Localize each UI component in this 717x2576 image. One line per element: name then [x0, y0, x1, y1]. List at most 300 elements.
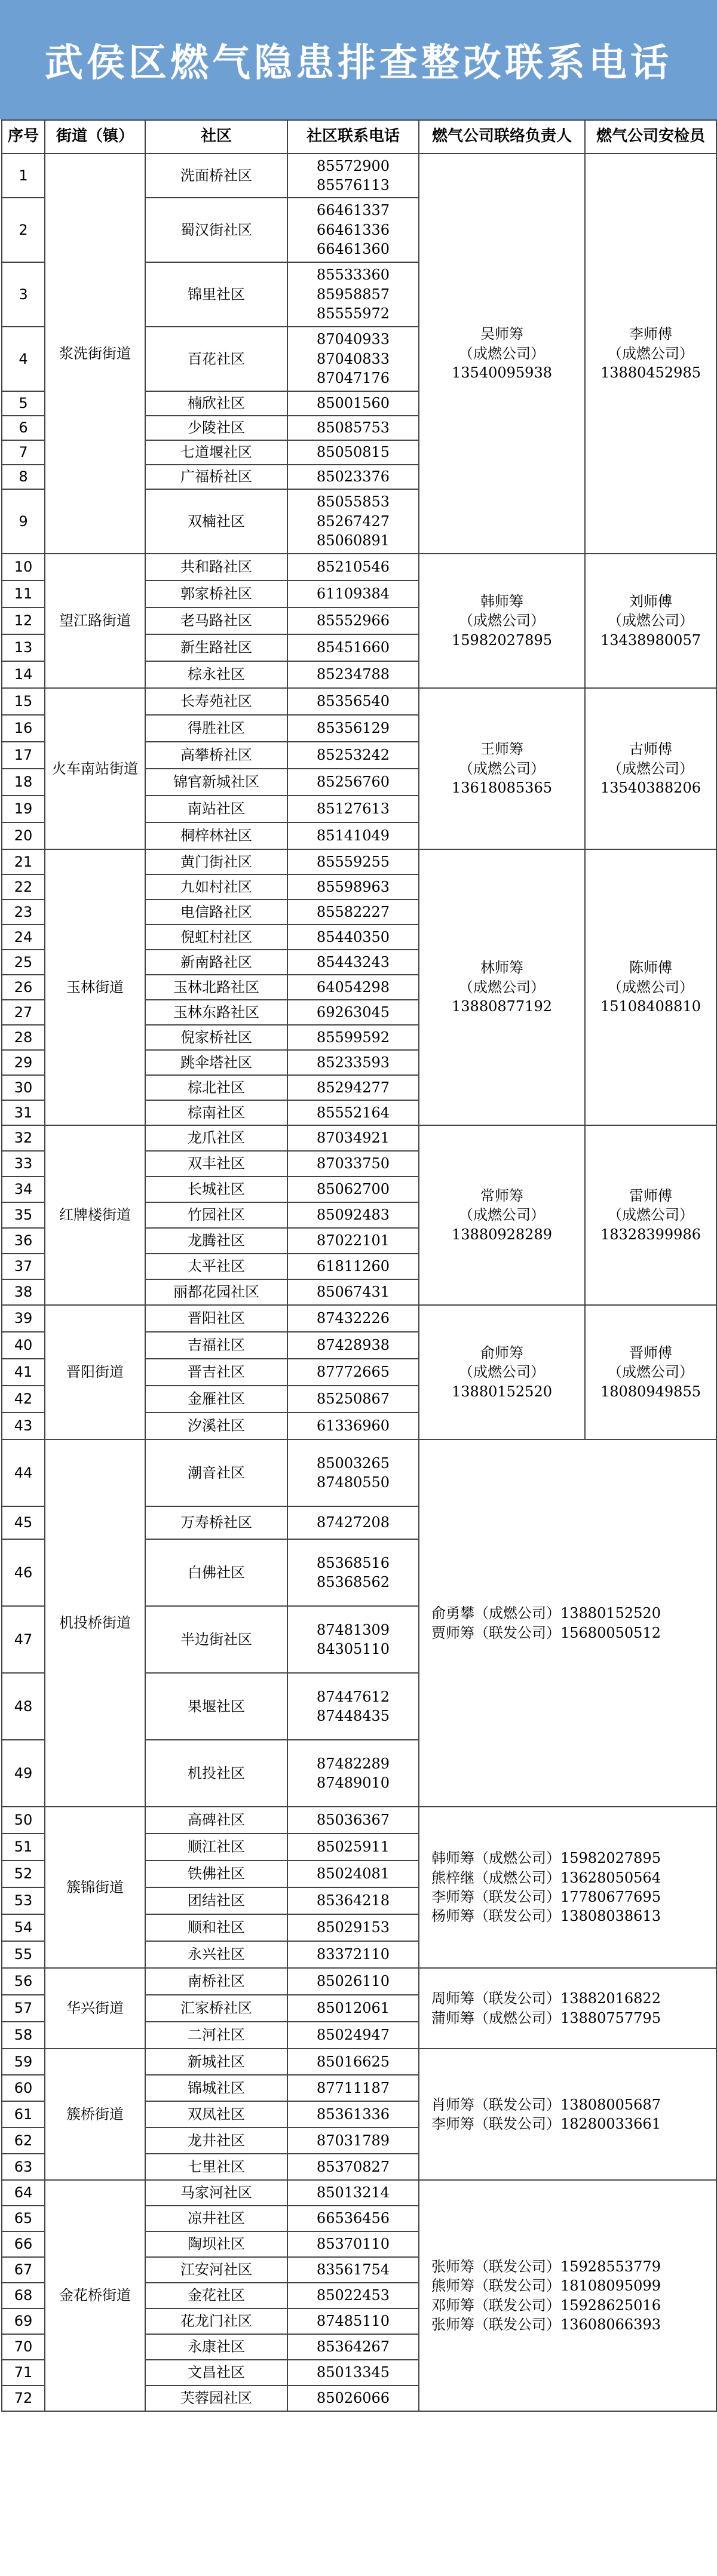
community-phone [287, 1606, 419, 1673]
community-phone [287, 1413, 419, 1439]
liaison-line: 13618085365 [452, 779, 552, 797]
phone-number: 85026066 [316, 2390, 390, 2407]
row-index: 30 [2, 1075, 45, 1100]
community-phone [287, 1177, 419, 1202]
liaison-line: 13880928289 [452, 1226, 552, 1243]
community-phone [287, 849, 419, 874]
phone-number: 87448435 [316, 1708, 390, 1724]
liaison-line: 张师筹（联发公司）13608066393 [431, 2316, 661, 2333]
liaison-line: 杨师筹（联发公司）13808038613 [431, 1908, 661, 1925]
community-phone [287, 2154, 419, 2180]
row-index: 21 [2, 849, 45, 874]
liaison-line: 蒲师筹（成燃公司）13880757795 [431, 2009, 661, 2027]
phone-number: 85555972 [316, 305, 390, 323]
row-index: 13 [2, 634, 45, 661]
community-name: 龙井社区 [145, 2127, 287, 2154]
phone-number: 87432226 [316, 1310, 390, 1327]
phone-number: 85026110 [316, 1973, 390, 1990]
community-name: 双楠社区 [145, 489, 287, 554]
liaison-line: 熊梓继（成燃公司）13628050564 [431, 1869, 661, 1886]
community-phone [287, 262, 419, 327]
row-index: 15 [2, 688, 45, 715]
community-name: 顺和社区 [145, 1914, 287, 1941]
liaison-line: 13880152520 [452, 1383, 552, 1400]
phone-number: 85127613 [316, 800, 390, 818]
community-phone [287, 2049, 419, 2075]
inspector-line: 18080949855 [600, 1383, 701, 1400]
phone-number: 85440350 [316, 928, 390, 945]
phone-number: 84305110 [316, 1641, 390, 1657]
row-index: 9 [2, 489, 45, 554]
header-community: 社区 [145, 120, 287, 153]
inspector-line: 雷师傅 [629, 1187, 672, 1204]
phone-number: 61109384 [316, 585, 390, 603]
inspector-contact [585, 554, 716, 688]
table-row [2, 2180, 716, 2206]
community-name: 半边街社区 [145, 1606, 287, 1673]
phone-number: 85958857 [316, 285, 390, 303]
liaison-line: 韩师筹 [480, 592, 523, 610]
community-phone [287, 1025, 419, 1050]
community-phone [287, 2101, 419, 2127]
row-index: 45 [2, 1506, 45, 1539]
phone-number: 85599592 [316, 1028, 390, 1046]
community-phone [287, 1386, 419, 1413]
phone-number: 85256760 [316, 773, 390, 791]
liaison-contact [419, 849, 585, 1125]
row-index: 8 [2, 465, 45, 489]
row-index: 10 [2, 554, 45, 581]
community-phone [287, 1254, 419, 1279]
phone-number: 85572900 [316, 157, 390, 174]
liaison-line: 王师筹 [480, 741, 523, 758]
row-index: 17 [2, 742, 45, 769]
community-phone [287, 391, 419, 416]
community-phone [287, 1673, 419, 1740]
row-index: 70 [2, 2334, 45, 2360]
street-name: 华兴街道 [45, 1968, 145, 2049]
row-index: 14 [2, 661, 45, 688]
phone-number: 85443243 [316, 953, 390, 971]
inspector-contact [585, 849, 716, 1125]
phone-number: 85067431 [316, 1284, 390, 1301]
row-index: 28 [2, 1025, 45, 1050]
phone-number: 85370110 [316, 2236, 390, 2253]
community-phone [287, 1740, 419, 1807]
community-phone [287, 1050, 419, 1075]
community-name: 白佛社区 [145, 1539, 287, 1606]
phone-number: 85029153 [316, 1919, 390, 1936]
community-name: 潮音社区 [145, 1439, 287, 1506]
inspector-line: （成燃公司） [608, 345, 694, 362]
community-name: 金花社区 [145, 2283, 287, 2308]
phone-number: 85250867 [316, 1390, 390, 1408]
community-phone [287, 581, 419, 607]
liaison-line: 邓师筹（联发公司）15928625016 [431, 2296, 661, 2314]
inspector-line: 李师傅 [629, 326, 672, 343]
phone-number: 85062700 [316, 1181, 390, 1198]
row-index: 41 [2, 1359, 45, 1386]
community-phone [287, 1305, 419, 1332]
row-index: 39 [2, 1305, 45, 1332]
row-index: 7 [2, 440, 45, 465]
community-name: 桐梓林社区 [145, 822, 287, 849]
phone-number: 87489010 [316, 1774, 390, 1791]
phone-number: 66536456 [316, 2210, 390, 2227]
community-name: 永康社区 [145, 2334, 287, 2360]
liaison-contact [419, 2180, 716, 2411]
row-index: 31 [2, 1100, 45, 1125]
street-name: 簇桥街道 [45, 2049, 145, 2180]
community-phone [287, 2180, 419, 2206]
row-index: 62 [2, 2127, 45, 2154]
community-name: 锦官新城社区 [145, 769, 287, 796]
liaison-line: 吴师筹 [480, 326, 523, 343]
community-phone [287, 2206, 419, 2231]
community-phone [287, 950, 419, 975]
community-name: 玉林北路社区 [145, 975, 287, 1000]
community-name: 永兴社区 [145, 1941, 287, 1968]
row-index: 4 [2, 327, 45, 391]
liaison-line: （成燃公司） [459, 1206, 545, 1224]
community-name: 新南路社区 [145, 950, 287, 975]
community-name: 棕南社区 [145, 1100, 287, 1125]
row-index: 40 [2, 1332, 45, 1359]
liaison-line: 贾师筹（联发公司）15680050512 [431, 1624, 661, 1641]
row-index: 19 [2, 796, 45, 822]
community-phone [287, 554, 419, 581]
page-title: 武侯区燃气隐患排查整改联系电话 [0, 0, 717, 119]
inspector-line: （成燃公司） [608, 612, 694, 630]
phone-number: 87022101 [316, 1232, 390, 1249]
row-index: 29 [2, 1050, 45, 1075]
community-name: 高碑社区 [145, 1807, 287, 1834]
phone-number: 87480550 [316, 1474, 390, 1491]
community-name: 老马路社区 [145, 607, 287, 634]
phone-number: 85552164 [316, 1104, 390, 1121]
community-name: 锦里社区 [145, 262, 287, 327]
community-phone [287, 2308, 419, 2334]
street-name: 玉林街道 [45, 849, 145, 1125]
phone-number: 87040833 [316, 350, 390, 367]
phone-number: 85210546 [316, 558, 390, 576]
street-name: 晋阳街道 [45, 1305, 145, 1439]
street-name: 金花桥街道 [45, 2180, 145, 2411]
inspector-contact [585, 688, 716, 849]
phone-number: 85003265 [316, 1454, 390, 1472]
community-phone [287, 1151, 419, 1177]
phone-number: 85013214 [316, 2184, 390, 2202]
row-index: 65 [2, 2206, 45, 2231]
liaison-line: 熊师筹（联发公司）18108095099 [431, 2277, 661, 2295]
community-phone [287, 2231, 419, 2257]
table-row [2, 688, 716, 715]
street-name: 望江路街道 [45, 554, 145, 688]
phone-number: 85233593 [316, 1054, 390, 1071]
community-phone [287, 634, 419, 661]
table-row [2, 1968, 716, 1995]
street-name: 浆洗街街道 [45, 153, 145, 554]
row-index: 56 [2, 1968, 45, 1995]
liaison-line: （成燃公司） [459, 1364, 545, 1381]
row-index: 34 [2, 1177, 45, 1202]
community-name: 得胜社区 [145, 715, 287, 742]
community-phone [287, 2360, 419, 2385]
inspector-line: 13540388206 [600, 779, 701, 797]
community-phone [287, 1279, 419, 1305]
phone-number: 85022453 [316, 2287, 390, 2304]
inspector-line: 15108408810 [600, 998, 701, 1015]
community-name: 马家河社区 [145, 2180, 287, 2206]
phone-number: 87772665 [316, 1364, 390, 1381]
inspector-line: 古师傅 [629, 741, 672, 758]
phone-number: 61336960 [316, 1417, 390, 1435]
table-row [2, 1807, 716, 1834]
community-phone [287, 661, 419, 688]
table-body [2, 153, 716, 2411]
row-index: 26 [2, 975, 45, 1000]
phone-number: 87485110 [316, 2313, 390, 2330]
row-index: 60 [2, 2075, 45, 2101]
community-name: 晋吉社区 [145, 1359, 287, 1386]
row-index: 2 [2, 198, 45, 262]
table-row [2, 153, 716, 198]
community-phone [287, 925, 419, 950]
phone-number: 85050815 [316, 444, 390, 461]
row-index: 58 [2, 2022, 45, 2049]
row-index: 68 [2, 2283, 45, 2308]
community-phone [287, 1914, 419, 1941]
row-index: 67 [2, 2257, 45, 2283]
phone-number: 85141049 [316, 827, 390, 845]
liaison-line: （成燃公司） [459, 345, 545, 362]
liaison-line: 李师筹（联发公司）17780677695 [431, 1889, 661, 1905]
phone-number: 85024081 [316, 1865, 390, 1883]
liaison-line: 13880877192 [452, 998, 552, 1015]
community-phone [287, 796, 419, 822]
row-index: 53 [2, 1887, 45, 1914]
community-name: 黄门街社区 [145, 849, 287, 874]
community-phone [287, 742, 419, 769]
community-phone [287, 153, 419, 198]
phone-number: 85023376 [316, 468, 390, 486]
phone-number: 85582227 [316, 903, 390, 920]
row-index: 50 [2, 1807, 45, 1834]
row-index: 12 [2, 607, 45, 634]
community-name: 陶坝社区 [145, 2231, 287, 2257]
community-name: 双凤社区 [145, 2101, 287, 2127]
phone-number: 85001560 [316, 395, 390, 412]
community-phone [287, 1000, 419, 1025]
row-index: 52 [2, 1860, 45, 1887]
liaison-line: 俞勇攀（成燃公司）13880152520 [431, 1605, 661, 1622]
liaison-line: 李师筹（联发公司）18280033661 [431, 2116, 661, 2132]
street-name: 火车南站街道 [45, 688, 145, 849]
community-name: 机投社区 [145, 1740, 287, 1807]
phone-number: 85085753 [316, 419, 390, 437]
phone-number: 85368516 [316, 1554, 390, 1571]
liaison-contact [419, 1439, 716, 1807]
community-name: 南站社区 [145, 796, 287, 822]
row-index: 59 [2, 2049, 45, 2075]
community-phone [287, 1125, 419, 1151]
phone-number: 85356540 [316, 693, 390, 710]
community-name: 凉井社区 [145, 2206, 287, 2231]
row-index: 44 [2, 1439, 45, 1506]
liaison-line: 俞师筹 [480, 1344, 523, 1361]
row-index: 6 [2, 416, 45, 440]
community-phone [287, 1228, 419, 1254]
community-name: 江安河社区 [145, 2257, 287, 2283]
street-name: 簇锦街道 [45, 1807, 145, 1968]
header-community-phone: 社区联系电话 [287, 120, 419, 153]
community-phone [287, 416, 419, 440]
row-index: 47 [2, 1606, 45, 1673]
community-name: 七里社区 [145, 2154, 287, 2180]
phone-number: 66461337 [316, 202, 390, 219]
community-name: 广福桥社区 [145, 465, 287, 489]
community-phone [287, 1968, 419, 1995]
liaison-line: 林师筹 [480, 959, 523, 977]
community-phone [287, 1359, 419, 1386]
community-phone [287, 1995, 419, 2022]
row-index: 22 [2, 874, 45, 899]
inspector-contact [585, 1305, 716, 1439]
community-phone [287, 1439, 419, 1506]
row-index: 64 [2, 2180, 45, 2206]
phone-number: 85559255 [316, 853, 390, 870]
table-row [2, 1125, 716, 1151]
table-row [2, 849, 716, 874]
community-name: 洗面桥社区 [145, 153, 287, 198]
row-index: 18 [2, 769, 45, 796]
phone-number: 85552966 [316, 612, 390, 630]
phone-number: 85267427 [316, 512, 390, 530]
row-index: 35 [2, 1202, 45, 1228]
row-index: 37 [2, 1254, 45, 1279]
phone-number: 69263045 [316, 1003, 390, 1021]
row-index: 51 [2, 1834, 45, 1860]
liaison-contact [419, 153, 585, 554]
liaison-line: 韩师筹（成燃公司）15982027895 [431, 1850, 661, 1867]
community-phone [287, 688, 419, 715]
community-phone [287, 899, 419, 925]
inspector-line: 刘师傅 [629, 592, 672, 610]
liaison-line: （成燃公司） [459, 760, 545, 777]
phone-number: 87031789 [316, 2132, 390, 2149]
community-phone [287, 715, 419, 742]
street-name: 红牌楼街道 [45, 1125, 145, 1305]
row-index: 63 [2, 2154, 45, 2180]
phone-number: 87428938 [316, 1337, 390, 1354]
phone-number: 85024947 [316, 2027, 390, 2044]
phone-number: 85533360 [316, 266, 390, 284]
phone-number: 85013345 [316, 2364, 390, 2381]
phone-number: 85364218 [316, 1892, 390, 1909]
header-street: 街道（镇） [45, 120, 145, 153]
community-name: 倪家桥社区 [145, 1025, 287, 1050]
community-phone [287, 607, 419, 634]
table-row [2, 1439, 716, 1506]
liaison-contact [419, 1125, 585, 1305]
liaison-line: （成燃公司） [459, 612, 545, 630]
community-phone [287, 489, 419, 554]
phone-number: 87482289 [316, 1755, 390, 1772]
community-name: 玉林东路社区 [145, 1000, 287, 1025]
row-index: 72 [2, 2385, 45, 2411]
row-index: 3 [2, 262, 45, 327]
liaison-contact [419, 688, 585, 849]
inspector-line: （成燃公司） [608, 760, 694, 777]
table-row [2, 554, 716, 581]
inspector-line: 晋师傅 [629, 1344, 672, 1361]
community-name: 七道堰社区 [145, 440, 287, 465]
row-index: 54 [2, 1914, 45, 1941]
phone-number: 66461336 [316, 221, 390, 238]
community-phone [287, 822, 419, 849]
phone-number: 61811260 [316, 1258, 390, 1275]
phone-number: 85234788 [316, 666, 390, 683]
row-index: 55 [2, 1941, 45, 1968]
community-name: 新城社区 [145, 2049, 287, 2075]
community-name: 蜀汉街社区 [145, 198, 287, 262]
inspector-contact [585, 153, 716, 554]
row-index: 27 [2, 1000, 45, 1025]
community-name: 晋阳社区 [145, 1305, 287, 1332]
phone-number: 87040933 [316, 331, 390, 348]
liaison-contact [419, 1807, 716, 1968]
phone-number: 87034921 [316, 1129, 390, 1147]
inspector-line: 陈师傅 [629, 959, 672, 977]
community-name: 锦城社区 [145, 2075, 287, 2101]
liaison-contact [419, 1305, 585, 1439]
community-phone [287, 2283, 419, 2308]
row-index: 42 [2, 1386, 45, 1413]
community-phone [287, 1941, 419, 1968]
community-name: 棕永社区 [145, 661, 287, 688]
phone-number: 85294277 [316, 1079, 390, 1096]
community-name: 九如村社区 [145, 874, 287, 899]
community-phone [287, 1100, 419, 1125]
row-index: 36 [2, 1228, 45, 1254]
row-index: 66 [2, 2231, 45, 2257]
phone-number: 85060891 [316, 532, 390, 549]
liaison-line: 周师筹（联发公司）13882016822 [431, 1990, 661, 2007]
community-phone [287, 2334, 419, 2360]
community-name: 果堰社区 [145, 1673, 287, 1740]
row-index: 43 [2, 1413, 45, 1439]
row-index: 24 [2, 925, 45, 950]
community-phone [287, 2385, 419, 2411]
phone-number: 87047176 [316, 370, 390, 387]
community-phone [287, 2127, 419, 2154]
community-name: 铁佛社区 [145, 1860, 287, 1887]
row-index: 49 [2, 1740, 45, 1807]
community-name: 双丰社区 [145, 1151, 287, 1177]
phone-number: 85012061 [316, 2000, 390, 2017]
liaison-contact [419, 554, 585, 688]
community-name: 丽都花园社区 [145, 1279, 287, 1305]
community-name: 高攀桥社区 [145, 742, 287, 769]
header-inspector: 燃气公司安检员 [585, 120, 716, 153]
community-phone [287, 465, 419, 489]
community-phone [287, 1887, 419, 1914]
community-name: 棕北社区 [145, 1075, 287, 1100]
community-name: 团结社区 [145, 1887, 287, 1914]
inspector-line: 13880452985 [600, 364, 701, 382]
row-index: 48 [2, 1673, 45, 1740]
community-phone [287, 1202, 419, 1228]
